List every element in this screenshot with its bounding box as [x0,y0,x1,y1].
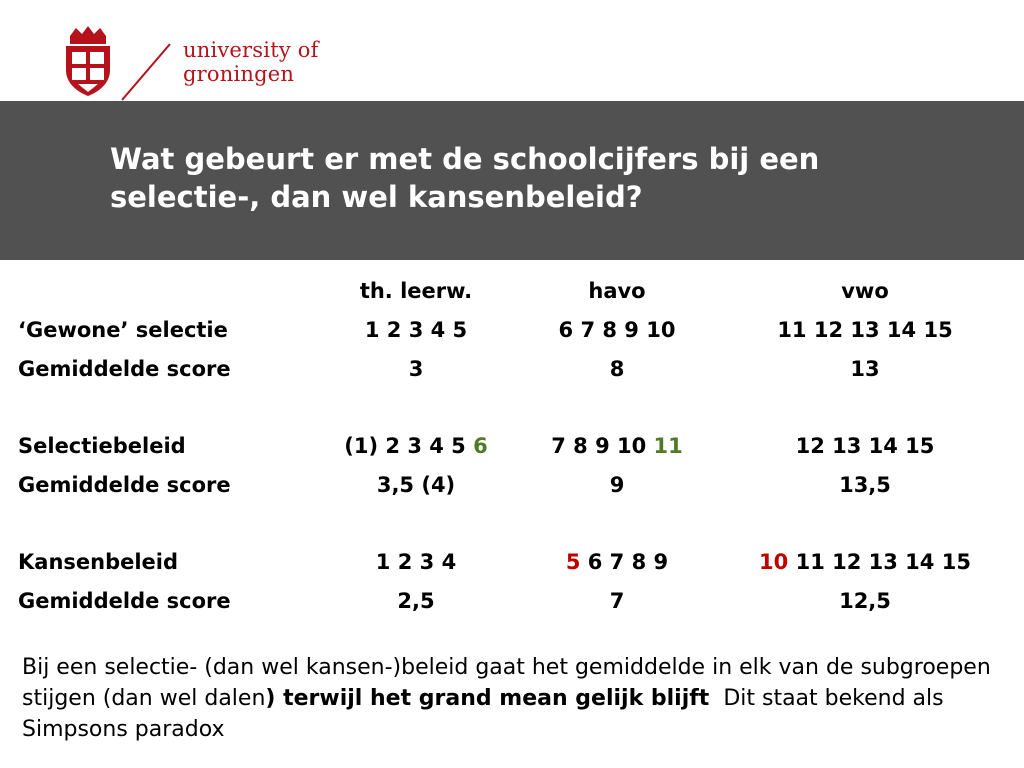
logo-line-1: university of [183,38,319,62]
table-header-row [0,272,1024,310]
cell-vwo: 12 13 14 15 [795,434,935,458]
conclusion-bold-text: ) terwijl het grand mean gelijk blijft [265,686,710,711]
col-header-th-leerw: th. leerw. [359,279,473,303]
moved-score-green: 11 [653,434,683,458]
slide-title-line-2: selectie-, dan wel kansenbeleid? [110,180,643,214]
logo-slash-divider [118,42,174,102]
row-label: Gemiddelde score [18,589,231,613]
cell-vwo: 13 [850,357,880,381]
cell-text: 6 7 8 9 [580,550,669,574]
cell-text: 11 12 13 14 15 [788,550,971,574]
moved-score-red: 5 [565,550,581,574]
row-label: Gemiddelde score [18,357,231,381]
table-row [0,582,1024,620]
col-header-havo: havo [588,279,646,303]
cell-havo: 7 [609,589,625,613]
row-label: Kansenbeleid [18,550,179,574]
conclusion-text-end: Dit staat bekend als Simpsons paradox [22,686,951,742]
header [0,0,1024,101]
cell-vwo: 12,5 [839,589,891,613]
cell-th-leerw: 2,5 [397,589,435,613]
slide-title-line-1: Wat gebeurt er met de schoolcijfers bij een [110,142,820,176]
cell-text: 7 8 9 10 [551,434,654,458]
table-row [0,311,1024,349]
table-row [0,350,1024,388]
cell-havo: 8 [609,357,625,381]
row-label: ‘Gewone’ selectie [18,318,228,342]
row-label: Selectiebeleid [18,434,186,458]
cell-havo [520,543,714,581]
conclusion-paragraph [22,652,1012,745]
moved-score-green: 6 [473,434,488,458]
table-row [0,543,1024,581]
cell-th-leerw: 1 2 3 4 [375,550,457,574]
cell-havo [520,427,714,465]
table-row [0,427,1024,465]
cell-text: (1) 2 3 4 5 [344,434,474,458]
cell-th-leerw: 3,5 (4) [376,473,456,497]
col-header-vwo: vwo [841,279,889,303]
cell-havo: 6 7 8 9 10 [558,318,676,342]
logo-line-2: groningen [183,62,295,86]
moved-score-red: 10 [759,550,789,574]
university-logo-text [183,38,319,86]
cell-th-leerw: 1 2 3 4 5 [364,318,468,342]
cell-vwo: 13,5 [839,473,891,497]
cell-vwo: 11 12 13 14 15 [777,318,953,342]
cell-th-leerw [306,427,526,465]
conclusion-text: Bij een selectie- (dan wel kansen-)beleid gaat het gemiddelde in elk van de subgroepen stijgen (dan wel dalen [22,655,991,711]
table-row [0,466,1024,504]
university-crest-icon [62,22,114,98]
row-label: Gemiddelde score [18,473,231,497]
cell-vwo [722,543,1008,581]
slide-title [110,140,1010,216]
cell-th-leerw: 3 [408,357,424,381]
cell-havo: 9 [609,473,625,497]
